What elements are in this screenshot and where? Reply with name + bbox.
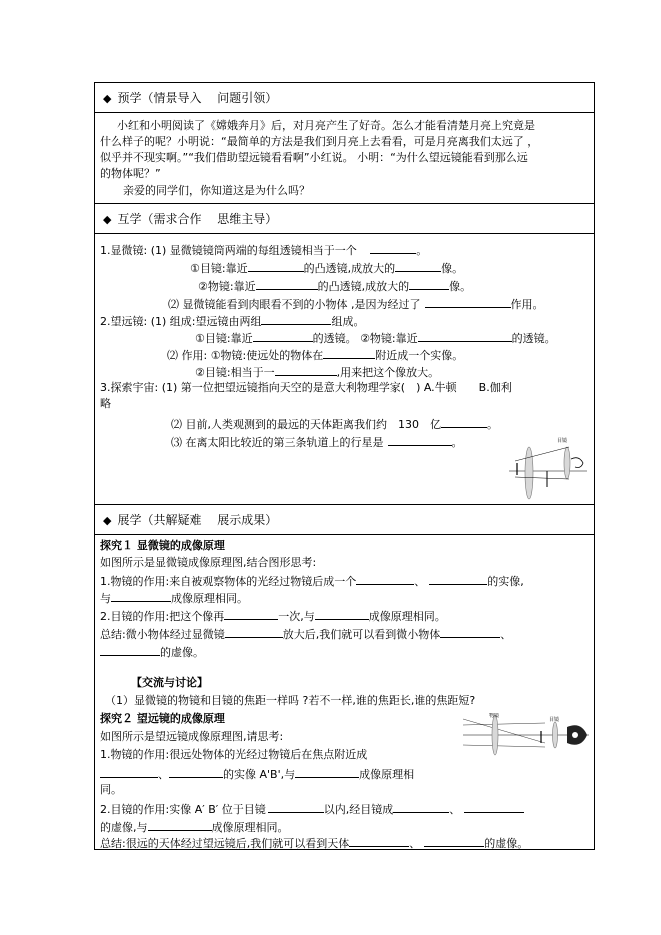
blank-field[interactable] (356, 573, 414, 585)
worksheet-table: ◆ 预学（情景导入 问题引领） 小红和小明阅读了《嫦娥奔月》后，对月亮产生了好奇。怎么才能看清楚月亮上究竟是 什么样子的呢？小明说：“最简单的方法是我们到月亮上去看看，可是月亮离我们太远了 ， 似乎并不现实啊。”“我们借助望远镜看看啊”小红说。 小明：“为什么望远镜能看到那么远 的物体呢？” 亲爱的同学们，你知道这是为什么吗？ ◆ 互学（需求合作 思维主导） 1.显微镜: (1) 显微镜镜筒两端的每组透镜相当于一个 。 ①目镜:靠近 的凸透镜,成放大的 像。 ②物镜:靠近 的凸透镜,成放大的 像。 ⑵ 显微镜能看到肉眼看不到的小物体 ,是因为经过了 作用。 2.望远镜: (1) 组成:望远镜由两组 组成。 ①目镜:靠近 的透镜。 ②物镜:靠近 的透镜。 ⑵ 作用: ①物镜:使远处的物体在 附近成一个实像。 ②目镜:相当于一 ,用来把这个像放大。 3.探索宇宙: (1) 第一位把望远镜指向天空的是意大利物理学家( ) A.牛顿 B.伽利 略 ⑵ 目前,人类观测到的最远的天体距离我们约 130 亿 。 ⑶ 在离太阳比较近的第三条轨道上的行星是 。 目镜 ◆ 展学（共解疑难 展示成果） 探究１ 显微镜的成像原理 如图所示是显微镜成像原理图,结合图形思考: 1.物镜的作用:来自被观察物体的光经过物镜后成一个 、 的实像, 与 成像原理相同。 2.目镜的作用:把这个像再 一次,与 成像原理相同。 总结:微小物体经过显微镜 放大后,我们就可以看到微小物体 、 的虚像。 【交流与讨论】 （1）显微镜的物镜和目镜的焦距一样吗 ?若不一样,谁的焦距长,谁的焦距短? 探究２ 望远镜的成像原理 如图所示是望远镜成像原理图,请思考: 1.物镜的作用:很远处物体的光经过物镜后在焦点附近成 、 的实像 A'B',与 成像原理相 同。 2.目镜的作用:实像 A′ B′ 位于目镜 以内,经目镜成 、 的虚像,与 成像原理相同。 总结:很远的天体经过望远镜后,我们就可以看到天体 、 的虚像。 物镜 目镜 (94, 82, 595, 850)
blank-field[interactable] (323, 347, 375, 359)
microscope-diagram-drawing (509, 437, 587, 499)
section-header-mutual (95, 204, 594, 234)
blank-field[interactable] (268, 801, 324, 813)
blank-field[interactable] (388, 434, 452, 446)
blank-field[interactable] (441, 416, 487, 428)
discussion-question: （1）显微镜的物镜和目镜的焦距一样吗 ?若不一样,谁的焦距长,谁的焦距短? (105, 694, 476, 707)
blank-field[interactable] (429, 573, 487, 585)
blank-field[interactable] (370, 242, 416, 254)
question-text: 略 (100, 397, 111, 410)
blank-field[interactable] (440, 626, 500, 638)
blank-field[interactable] (148, 819, 212, 831)
section-title: 互学（需求合作 思维主导） (117, 212, 278, 226)
blank-field[interactable] (409, 278, 449, 290)
blank-field[interactable] (225, 626, 283, 638)
blank-field[interactable] (275, 364, 337, 376)
blank-field[interactable] (393, 801, 449, 813)
story-line: 亲爱的同学们，你知道这是为什么吗？ (123, 184, 310, 197)
section-title: 预学（情景导入 问题引领） (117, 91, 278, 105)
blank-field[interactable] (424, 835, 484, 847)
blank-field[interactable] (261, 313, 331, 325)
question-text: 3.探索宇宙: (1) 第一位把望远镜指向天空的是意大利物理学家( ) A.牛顿 B.伽利 (100, 381, 512, 394)
blank-field[interactable] (169, 766, 223, 778)
microscope-diagram (507, 433, 589, 503)
inquiry-title: 探究１ 显微镜的成像原理 (100, 539, 225, 552)
story-line: 小红和小明阅读了《嫦娥奔月》后，对月亮产生了好奇。怎么才能看清楚月亮上究竟是 (117, 119, 535, 132)
diamond-bullet-icon: ◆ (103, 213, 112, 226)
blank-field[interactable] (395, 260, 441, 272)
section-header-preview (95, 83, 594, 113)
telescope-diagram-drawing (463, 713, 589, 755)
story-line: 的物体呢？” (100, 167, 161, 180)
blank-field[interactable] (256, 278, 318, 290)
diamond-bullet-icon: ◆ (103, 514, 112, 527)
objective-label: 物镜 (489, 713, 500, 719)
blank-field[interactable] (418, 330, 512, 342)
blank-field[interactable] (315, 608, 369, 620)
diamond-bullet-icon: ◆ (103, 92, 112, 105)
eyepiece-label: 目镜 (549, 717, 560, 723)
blank-field[interactable] (253, 330, 313, 342)
section-title: 展学（共解疑难 展示成果） (117, 513, 278, 527)
blank-field[interactable] (425, 296, 511, 308)
discussion-title: 【交流与讨论】 (131, 676, 208, 689)
blank-field[interactable] (100, 644, 160, 656)
section-header-show (95, 505, 594, 535)
question-text: 1.显微镜: (1) 显微镜镜筒两端的每组透镜相当于一个 (100, 244, 357, 257)
blank-field[interactable] (111, 590, 171, 602)
blank-field[interactable] (464, 801, 524, 813)
eyepiece-label: 目镜 (557, 438, 568, 444)
story-line: 似乎并不现实啊。”“我们借助望远镜看看啊”小红说。 小明：“为什么望远镜能看到那么远 (100, 151, 528, 164)
story-line: 什么样子的呢？小明说：“最简单的方法是我们到月亮上去看看，可是月亮离我们太远了 ， (100, 135, 539, 148)
inquiry-title: 探究２ 望远镜的成像原理 (100, 712, 225, 725)
blank-field[interactable] (295, 766, 359, 778)
telescope-diagram (463, 713, 591, 759)
blank-field[interactable] (349, 835, 409, 847)
blank-field[interactable] (224, 608, 278, 620)
blank-field[interactable] (248, 260, 304, 272)
blank-field[interactable] (100, 766, 158, 778)
